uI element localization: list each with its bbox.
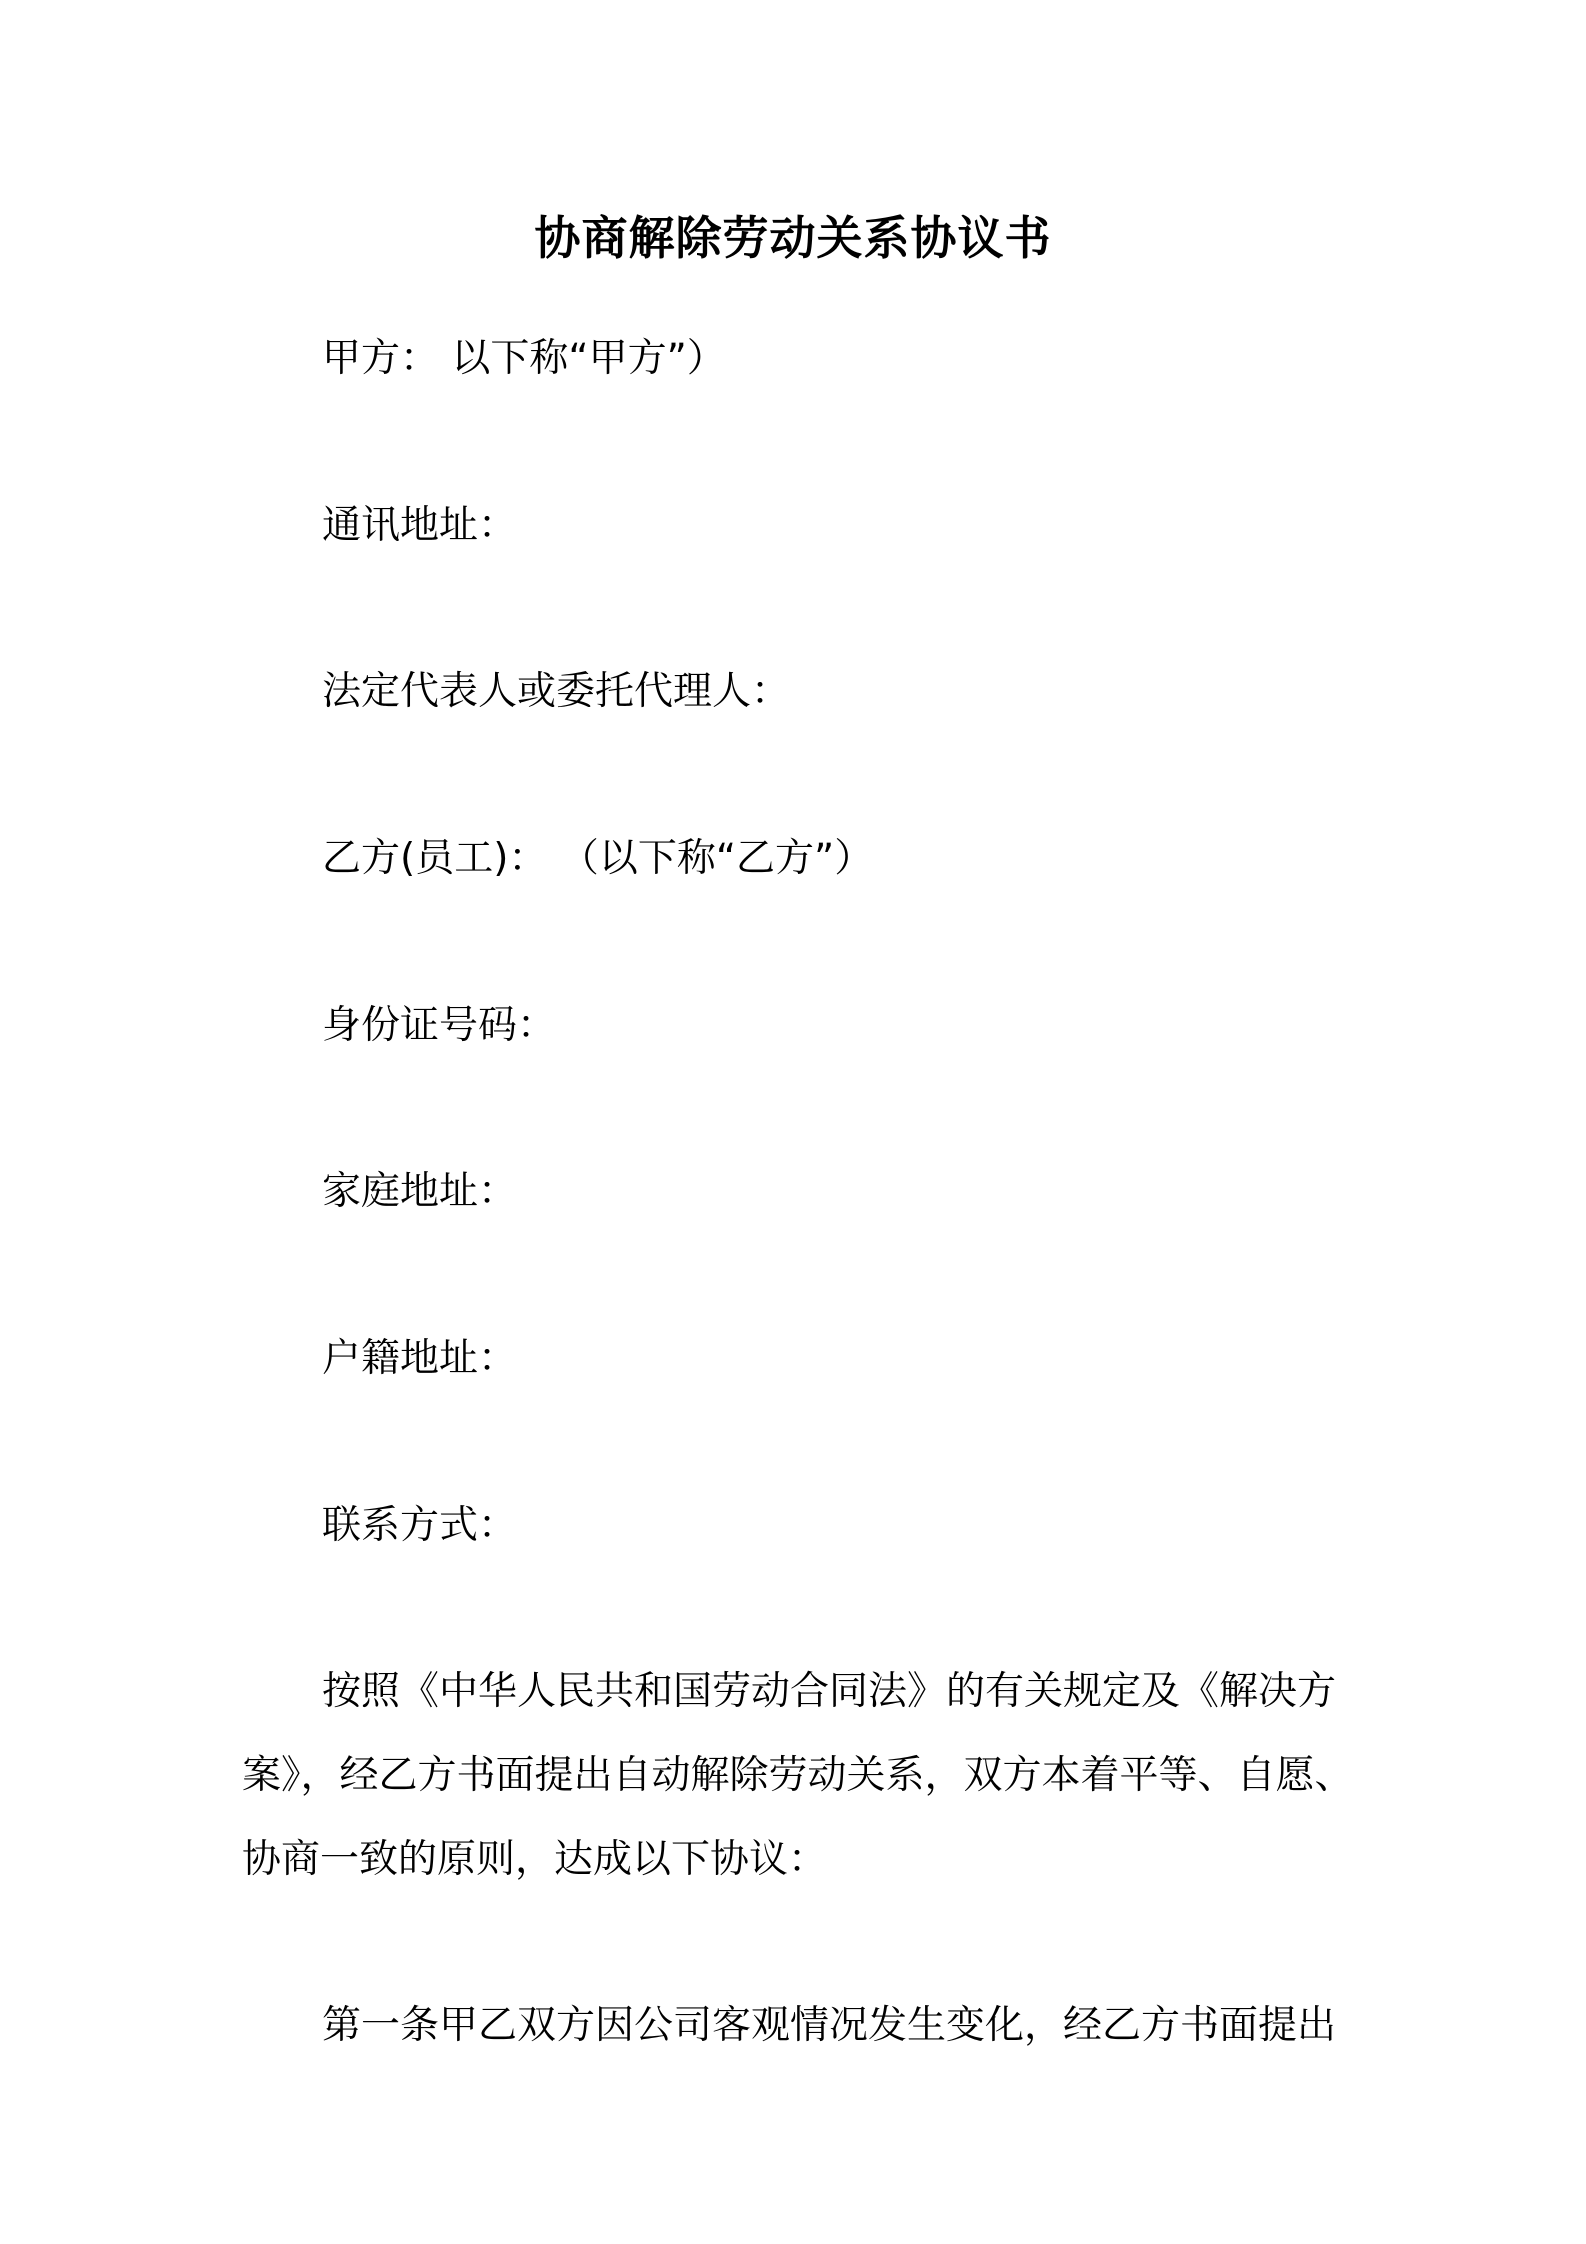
party-b-field: 乙方(员工)： （以下称“乙方”） [322,836,874,881]
id-number-field: 身份证号码： [322,1003,557,1048]
preamble-line: 协商一致的原则，达成以下协议： [242,1837,828,1882]
preamble-line: 按照《中华人民共和国劳动合同法》的有关规定及《解决方 [322,1669,1337,1714]
preamble-paragraph [242,1666,1380,1886]
legal-representative-field: 法定代表人或委托代理人： [322,669,791,714]
party-a-field: 甲方： 以下称“甲方”） [322,336,726,381]
contact-field: 联系方式： [322,1503,518,1548]
article-1-paragraph [242,2000,1380,2052]
article-1-line: 第一条甲乙双方因公司客观情况发生变化，经乙方书面提出 [322,2003,1337,2048]
preamble-line: 案》，经乙方书面提出自动解除劳动关系，双方本着平等、自愿、 [242,1753,1354,1798]
home-address-field: 家庭地址： [322,1169,518,1214]
party-a-address-field: 通讯地址： [322,503,518,548]
document-title: 协商解除劳动关系协议书 [534,211,1052,265]
household-address-field: 户籍地址： [322,1336,518,1381]
